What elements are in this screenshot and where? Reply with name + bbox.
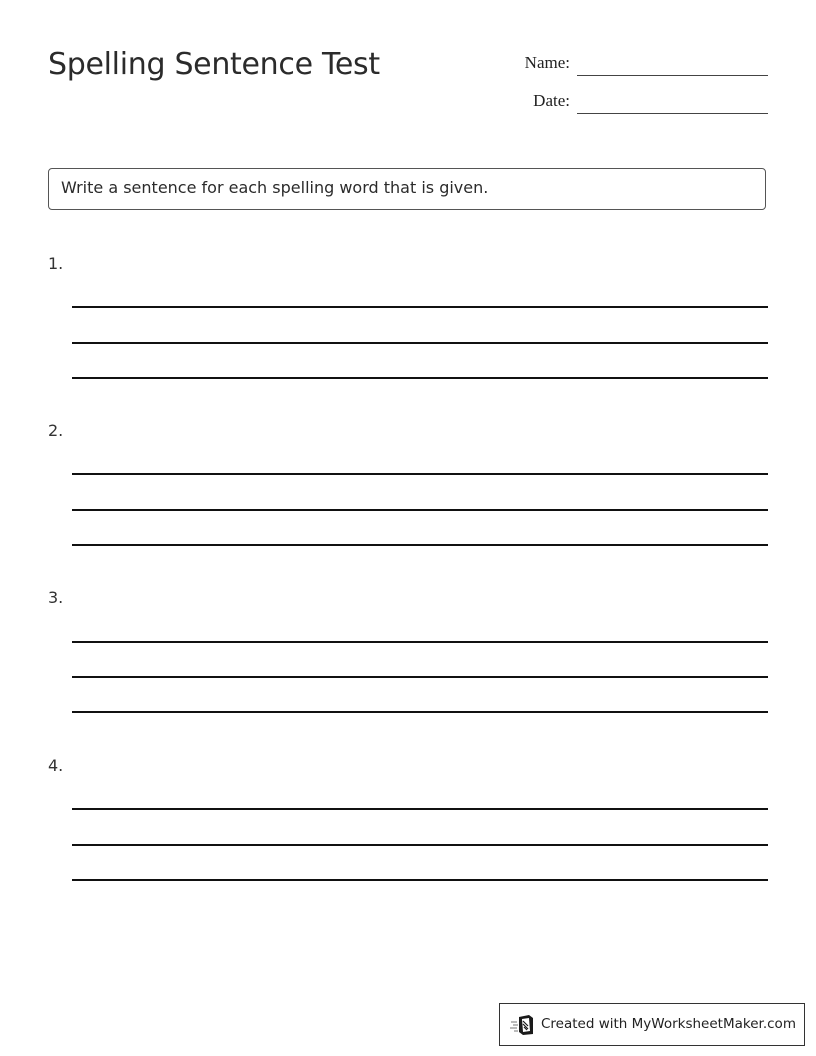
answer-line[interactable] bbox=[72, 641, 768, 643]
worksheet-logo-icon bbox=[510, 1014, 536, 1036]
instructions-text: Write a sentence for each spelling word that is given. bbox=[61, 178, 489, 197]
footer-credit[interactable] bbox=[499, 1003, 805, 1046]
instructions-box bbox=[48, 168, 766, 210]
name-field[interactable] bbox=[500, 53, 768, 83]
date-label: Date: bbox=[533, 91, 570, 110]
page-title: Spelling Sentence Test bbox=[48, 47, 380, 82]
answer-line[interactable] bbox=[72, 844, 768, 846]
item-number: 4. bbox=[48, 756, 64, 775]
question-item-3 bbox=[48, 588, 768, 718]
item-number: 3. bbox=[48, 588, 64, 607]
answer-line[interactable] bbox=[72, 808, 768, 810]
question-item-1 bbox=[48, 254, 768, 384]
answer-line[interactable] bbox=[72, 473, 768, 475]
question-item-2 bbox=[48, 421, 768, 551]
item-number: 1. bbox=[48, 254, 64, 273]
answer-line[interactable] bbox=[72, 711, 768, 713]
answer-line[interactable] bbox=[72, 377, 768, 379]
name-line[interactable] bbox=[577, 75, 768, 76]
answer-line[interactable] bbox=[72, 509, 768, 511]
answer-line[interactable] bbox=[72, 879, 768, 881]
item-number: 2. bbox=[48, 421, 64, 440]
answer-line[interactable] bbox=[72, 676, 768, 678]
question-item-4 bbox=[48, 756, 768, 886]
date-line[interactable] bbox=[577, 113, 768, 114]
date-field[interactable] bbox=[500, 91, 768, 121]
name-label: Name: bbox=[524, 53, 570, 72]
footer-text[interactable]: Created with MyWorksheetMaker.com bbox=[541, 1016, 796, 1032]
answer-line[interactable] bbox=[72, 342, 768, 344]
answer-line[interactable] bbox=[72, 306, 768, 308]
answer-line[interactable] bbox=[72, 544, 768, 546]
